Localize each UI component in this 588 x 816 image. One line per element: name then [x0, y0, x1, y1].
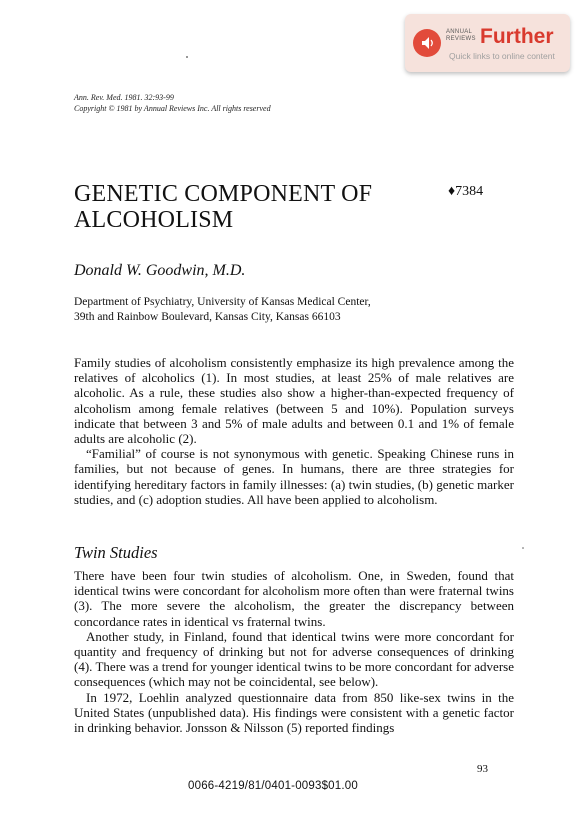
paragraph: “Familial” of course is not synonymous with genetic. Speaking Chinese runs in families, but not because of genes. In humans, there are three strategies for identifying hereditary factors in family illnesses: (a) twin studies, (b) genetic marker studies, and (c) adoption studies. All have been applied to alcoholism.: [74, 446, 514, 507]
further-tagline: Quick links to online content: [449, 51, 555, 61]
paragraph: Family studies of alcoholism consistently emphasize its high prevalence among the relatives of alcoholics (1). In most studies, at least 25% of male relatives are alcoholic. As a rule, these studies also show a higher-than-expected frequency of alcoholism among female relatives (between 5 and 10%). Population surveys indicate that between 3 and 5% of male adults and between 0.1 and 1% of female adults are alcoholic (2).: [74, 355, 514, 447]
article-code: ♦7384: [448, 184, 484, 199]
journal-citation: [74, 93, 271, 114]
speck: [522, 547, 524, 549]
annual-reviews-logo-text: ANNUAL REVIEWS: [446, 29, 476, 42]
author-affiliation: Department of Psychiatry, University of Kansas Medical Center, 39th and Rainbow Boulevard, Kansas City, Kansas 66103: [74, 296, 371, 323]
paragraph: Another study, in Finland, found that identical twins were more concordant for quantity and frequency of drinking but not for adverse consequences of drinking (4). There was a trend for younger identical twins to be more concordant for adverse consequences (which may not be coincidental, see below).: [74, 628, 514, 690]
intro-section: [74, 355, 514, 507]
citation-line: Ann. Rev. Med. 1981. 32:93-99: [74, 93, 174, 102]
speaker-icon: [413, 29, 441, 57]
issn-footer: 0066-4219/81/0401-0093$01.00: [188, 780, 358, 792]
article-title: GENETIC COMPONENT OF ALCOHOLISM: [74, 181, 373, 233]
further-label: Further: [480, 25, 554, 48]
copyright-line: Copyright © 1981 by Annual Reviews Inc. All rights reserved: [74, 103, 271, 113]
paragraph: In 1972, Loehlin analyzed questionnaire data from 850 like-sex twins in the United States (unpublished data). His findings were consistent with a genetic factor in drinking behavior. Jonsson & Nilsson (5) reported findings: [74, 689, 514, 736]
speck: [186, 56, 188, 58]
author-name: Donald W. Goodwin, M.D.: [74, 262, 246, 279]
twin-studies-section: [74, 568, 514, 735]
page-number: 93: [477, 763, 488, 775]
paragraph: There have been four twin studies of alcoholism. One, in Sweden, found that identical twins were concordant for alcoholism more often than were fraternal twins (3). The more severe the alcoholism, the greater the discrepancy between concordance rates in identical vs fraternal twins.: [74, 568, 514, 629]
section-heading: Twin Studies: [74, 543, 158, 562]
annual-reviews-further-banner[interactable]: [405, 14, 570, 72]
